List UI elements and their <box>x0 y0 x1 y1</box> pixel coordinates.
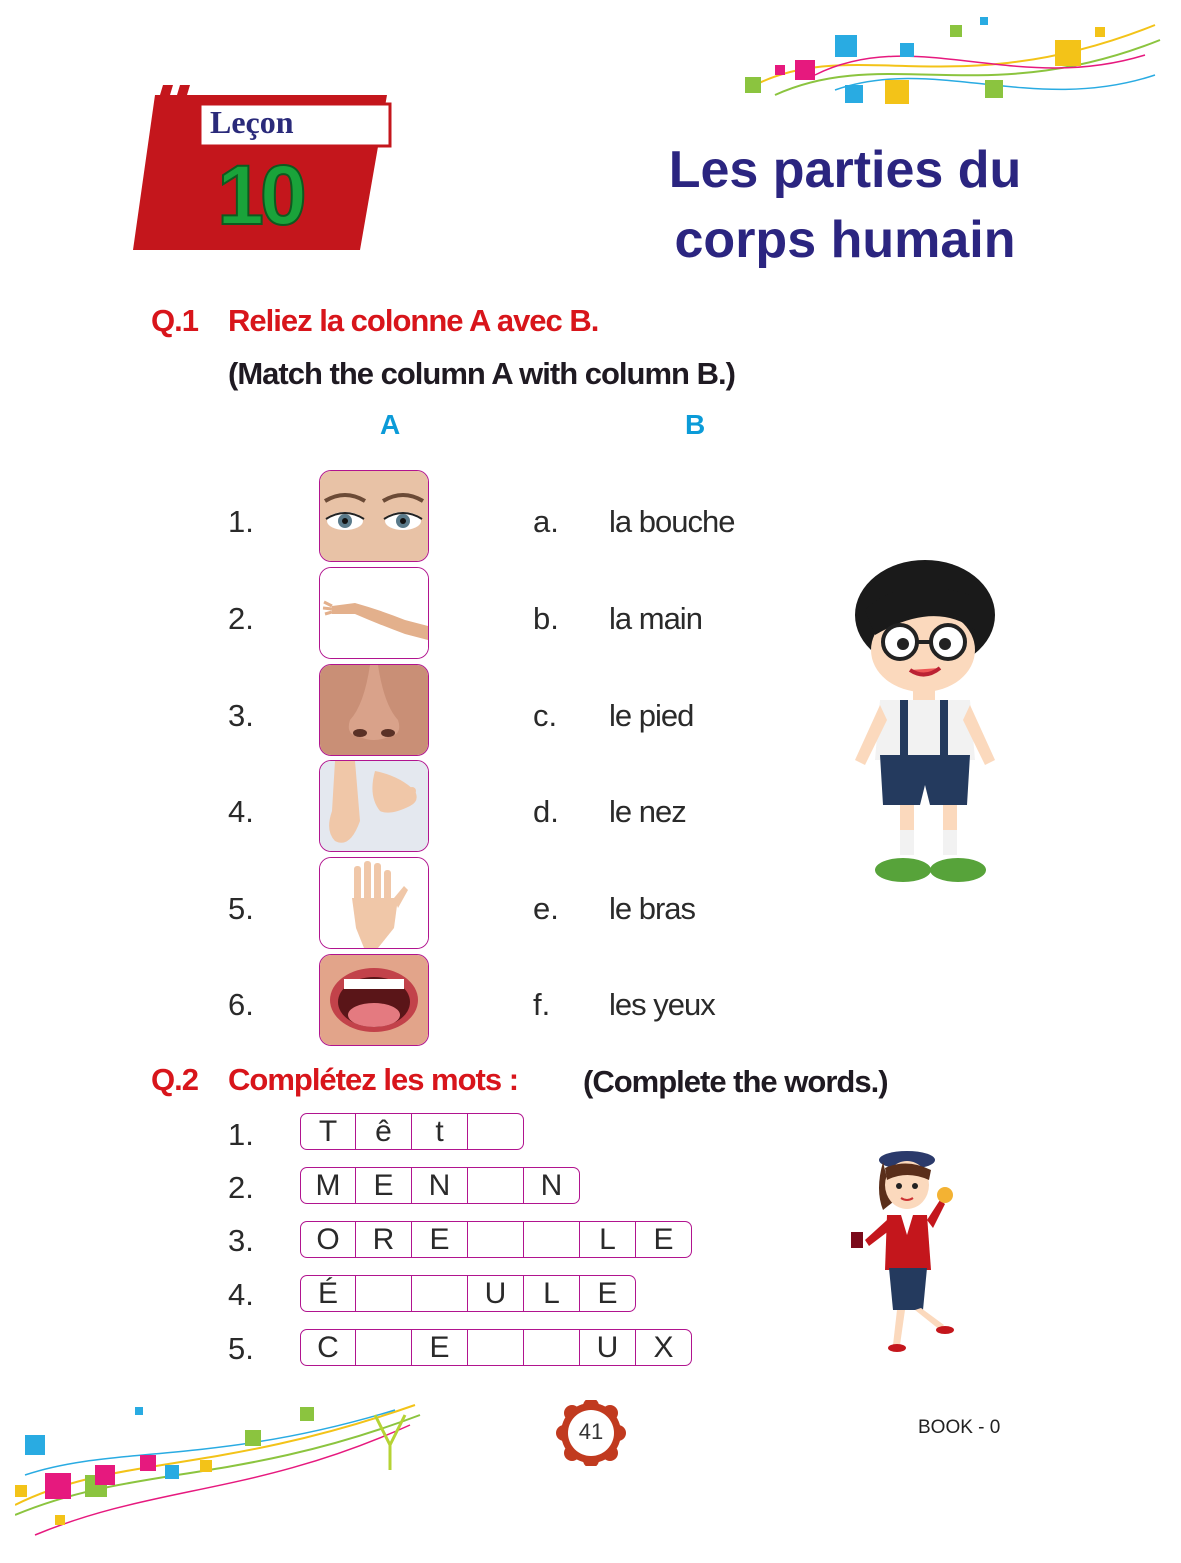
word-num: 4. <box>228 1277 254 1312</box>
word-puzzle-row <box>300 1221 692 1258</box>
letter-cell: E <box>580 1275 636 1312</box>
nose-image <box>319 664 429 756</box>
lesson-label: Leçon <box>210 104 294 140</box>
column-b-letter: c. <box>533 698 558 733</box>
letter-cell: T <box>300 1113 356 1150</box>
letter-cell: N <box>524 1167 580 1204</box>
q1-instruction-en: (Match the column A with column B.) <box>228 356 735 391</box>
letter-cell: É <box>300 1275 356 1312</box>
blank-letter-cell[interactable] <box>356 1275 412 1312</box>
column-a-heading: A <box>380 409 401 440</box>
word-num: 2. <box>228 1170 254 1205</box>
letter-cell: E <box>412 1329 468 1366</box>
letter-cell: E <box>636 1221 692 1258</box>
column-a-num: 6. <box>228 987 254 1022</box>
page-number: 41 <box>578 1419 604 1444</box>
arm-image <box>319 567 429 659</box>
letter-cell: M <box>300 1167 356 1204</box>
word-puzzle-row <box>300 1167 580 1204</box>
word-puzzle-row <box>300 1329 692 1366</box>
q1-instruction-fr: Reliez la colonne A avec B. <box>228 303 599 338</box>
lesson-number: 10 <box>217 148 303 242</box>
column-b-letter: e. <box>533 891 559 926</box>
letter-cell: C <box>300 1329 356 1366</box>
blank-letter-cell[interactable] <box>524 1221 580 1258</box>
letter-cell: E <box>356 1167 412 1204</box>
column-b-word: les yeux <box>609 987 715 1022</box>
blank-letter-cell[interactable] <box>524 1329 580 1366</box>
foot-image <box>319 760 429 852</box>
letter-cell: E <box>412 1221 468 1258</box>
column-b-letter: b. <box>533 601 559 636</box>
q2-instruction-fr: Complétez les mots : <box>228 1062 519 1097</box>
column-b-word: la bouche <box>609 504 735 539</box>
letter-cell: R <box>356 1221 412 1258</box>
word-puzzle-row <box>300 1113 524 1150</box>
column-b-word: la main <box>609 601 702 636</box>
column-b-letter: a. <box>533 504 559 539</box>
mouth-image <box>319 954 429 1046</box>
book-label: BOOK - 0 <box>918 1417 1001 1438</box>
word-num: 1. <box>228 1117 254 1152</box>
blank-letter-cell[interactable] <box>468 1221 524 1258</box>
letter-cell: U <box>580 1329 636 1366</box>
column-a-num: 1. <box>228 504 254 539</box>
column-b-heading: B <box>685 409 706 440</box>
column-a-num: 2. <box>228 601 254 636</box>
letter-cell: ê <box>356 1113 412 1150</box>
word-num: 5. <box>228 1331 254 1366</box>
q1-number: Q.1 <box>151 303 198 338</box>
letter-cell: O <box>300 1221 356 1258</box>
column-a-num: 4. <box>228 794 254 829</box>
letter-cell: X <box>636 1329 692 1366</box>
blank-letter-cell[interactable] <box>356 1329 412 1366</box>
title-line-2: corps humain <box>674 211 1016 269</box>
column-b-word: le pied <box>609 698 694 733</box>
blank-letter-cell[interactable] <box>468 1113 524 1150</box>
letter-cell: N <box>412 1167 468 1204</box>
q2-instruction-en: (Complete the words.) <box>583 1064 888 1099</box>
word-puzzle-row <box>300 1275 636 1312</box>
letter-cell: U <box>468 1275 524 1312</box>
column-a-num: 3. <box>228 698 254 733</box>
girl-illustration <box>845 1150 960 1355</box>
letter-cell: t <box>412 1113 468 1150</box>
title-line-1: Les parties du <box>668 141 1022 199</box>
column-a-num: 5. <box>228 891 254 926</box>
decorative-ribbon-top <box>735 15 1165 115</box>
column-b-letter: d. <box>533 794 559 829</box>
column-b-word: le nez <box>609 794 686 829</box>
blank-letter-cell[interactable] <box>412 1275 468 1312</box>
q2-number: Q.2 <box>151 1062 198 1097</box>
eyes-image <box>319 470 429 562</box>
column-b-word: le bras <box>609 891 696 926</box>
column-b-letter: f. <box>533 987 551 1022</box>
word-num: 3. <box>228 1223 254 1258</box>
letter-cell: L <box>580 1221 636 1258</box>
letter-cell: L <box>524 1275 580 1312</box>
page-title <box>620 135 1070 275</box>
blank-letter-cell[interactable] <box>468 1167 524 1204</box>
boy-illustration <box>845 560 1005 890</box>
blank-letter-cell[interactable] <box>468 1329 524 1366</box>
decorative-ribbon-bottom <box>15 1395 425 1545</box>
hand-image <box>319 857 429 949</box>
